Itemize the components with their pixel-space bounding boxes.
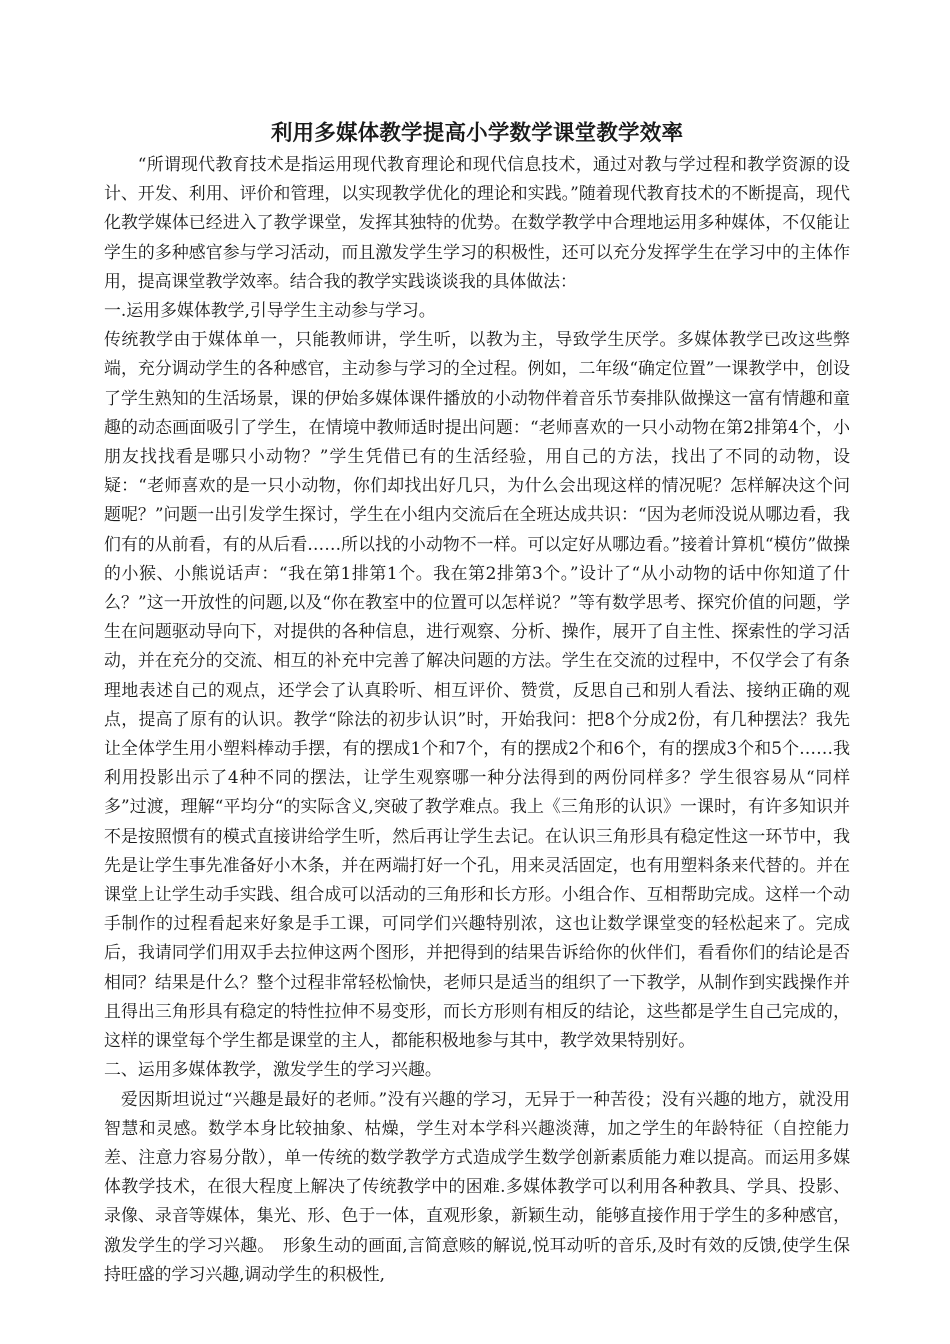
document-title: 利用多媒体教学提高小学数学课堂教学效率 bbox=[270, 121, 684, 146]
intro-paragraph: “所谓现代教育技术是指运用现代教育理论和现代信息技术，通过对教与学过程和教学资源的设计、开发、利用、评价和管理，以实现教学优化的理论和实践。”随着现代教育技术的不断提高，现代化教学媒体已经进入了教学课堂，发挥其独特的优势。在数学教学中合理地运用多种媒体，不仅能让学生的多种感官参与学习活动，而且激发学生学习的积极性，还可以充分发挥学生在学习中的主体作用，提高课堂教学效率。结合我的教学实践谈谈我的具体做法： bbox=[104, 154, 850, 291]
section-2-heading: 二、运用多媒体教学，激发学生的学习兴趣。 bbox=[104, 1059, 442, 1080]
section-2-paragraph: 爱因斯坦说过“兴趣是最好的老师。”没有兴趣的学习，无异于一种苦役；没有兴趣的地方，就没用智慧和灵感。数学本身比较抽象、枯燥，学生对本学科兴趣淡薄，加之学生的年龄特征（自控能力差、注意力容易分散），单一传统的数学教学方式造成学生数学创新素质能力难以提高。而运用多媒体教学技术，在很大程度上解决了传统教学中的困难.多媒体教学可以利用各种教具、学具、投影、录像、录音等媒体，集光、形、色于一体，直观形象，新颖生动，能够直接作用于学生的多种感官，激发学生的学习兴趣。 形象生动的画面,言简意赅的解说,悦耳动听的音乐,及时有效的反馈,使学生保持旺盛的学习兴趣,调动学生的积极性, bbox=[104, 1088, 850, 1284]
section-1-paragraph: 传统教学由于媒体单一，只能教师讲，学生听，以教为主，导致学生厌学。多媒体教学已改这些弊端，充分调动学生的各种感官，主动参与学习的全过程。例如，二年级“确定位置”一课教学中，创设了学生熟知的生活场景，课的伊始多媒体课件播放的小动物伴着音乐节奏排队做操这一富有情趣和童趣的动态画面吸引了学生，在情境中教师适时提出问题：“老师喜欢的一只小动物在第2排第4个，小朋友找找看是哪只小动物？”学生凭借已有的生活经验，用自己的方法，找出了不同的动物，设疑：“老师喜欢的是一只小动物，你们却找出好几只，为什么会出现这样的情况呢？怎样解决这个问题呢？”问题一出引发学生探讨，学生在小组内交流后在全班达成共识：“因为老师没说从哪边看，我们有的从前看，有的从后看……所以找的小动物不一样。可以定好从哪边看。”接着计算机“模仿”做操的小猴、小熊说话声：“我在第1排第1个。我在第2排第3个。”设计了“从小动物的话中你知道了什么？”这一开放性的问题,以及“你在教室中的位置可以怎样说？”等有数学思考、探究价值的问题，学生在问题驱动导向下，对提供的各种信息，进行观察、分析、操作，展开了自主性、探索性的学习活动，并在充分的交流、相互的补充中完善了解决问题的方法。学生在交流的过程中，不仅学会了有条理地表述自己的观点，还学会了认真聆听、相互评价、赞赏，反思自己和别人看法、接纳正确的观点，提高了原有的认识。教学“除法的初步认识”时，开始我问：把8个分成2份，有几种摆法？我先让全体学生用小塑料棒动手摆，有的摆成1个和7个，有的摆成2个和6个，有的摆成3个和5个……我利用投影出示了4种不同的摆法，让学生观察哪一种分法得到的两份同样多？学生很容易从“同样多”过渡，理解“平均分“的实际含义,突破了教学难点。我上《三角形的认识》一课时，有许多知识并不是按照惯有的模式直接讲给学生听，然后再让学生去记。在认识三角形具有稳定性这一环节中，我先是让学生事先准备好小木条，并在两端打好一个孔，用来灵活固定，也有用塑料条来代替的。并在课堂上让学生动手实践、组合成可以活动的三角形和长方形。小组合作、互相帮助完成。这样一个动手制作的过程看起来好象是手工课，可同学们兴趣特别浓，这也让数学课堂变的轻松起来了。完成后，我请同学们用双手去拉伸这两个图形，并把得到的结果告诉给你的伙伴们，看看你们的结论是否相同？结果是什么？整个过程非常轻松愉快，老师只是适当的组织了一下教学，从制作到实践操作并且得出三角形具有稳定的特性拉伸不易变形，而长方形则有相反的结论，这些都是学生自己完成的，这样的课堂每个学生都是课堂的主人，都能积极地参与其中，教学效果特别好。 bbox=[104, 329, 850, 1051]
section-1-heading: 一.运用多媒体教学,引导学生主动参与学习。 bbox=[104, 300, 436, 321]
document-page bbox=[104, 118, 850, 1289]
